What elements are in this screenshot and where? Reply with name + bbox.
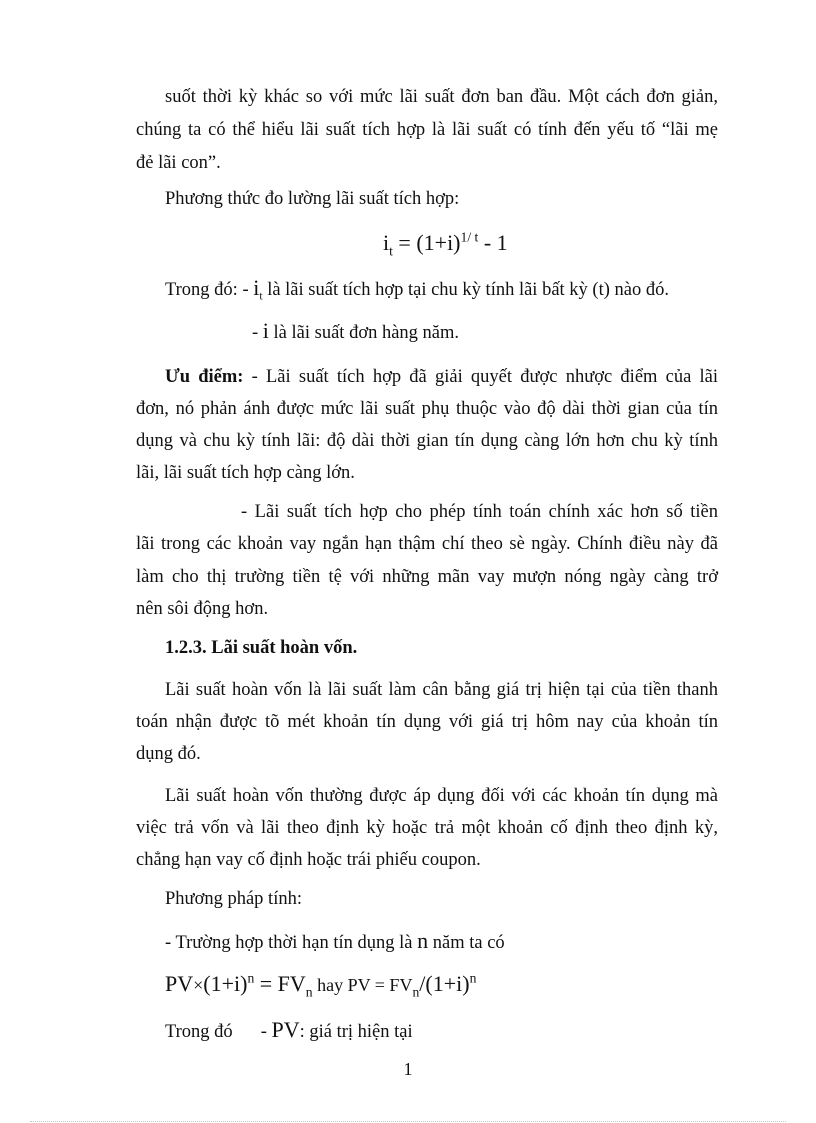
paragraph-line: lãi trong các khoản vay ngắn hạn thậm chí theo sè ngày. Chính điều này đã [136, 534, 718, 554]
paragraph-line: toán nhận được tõ mét khoản tín dụng với giá trị hôm nay của khoản tín [136, 712, 718, 732]
formula-exponent: n [469, 970, 477, 986]
where-sub: t [259, 290, 263, 303]
paragraph-line: suốt thời kỳ khác so với mức lãi suất đơn ban đầu. Một cách đơn giản, [165, 87, 718, 107]
section-heading: 1.2.3. Lãi suất hoàn vốn. [165, 638, 358, 658]
where-var: PV [271, 1017, 300, 1042]
formula-base: (1+i) [203, 971, 248, 996]
where-var: i [262, 318, 269, 343]
measure-intro: Phương thức đo lường lãi suất tích hợp: [165, 189, 460, 209]
formula-pv: PV [165, 971, 194, 996]
paragraph-line: dụng đó. [136, 744, 201, 764]
paragraph-line: chẳng hạn vay cố định hoặc trái phiếu coupon. [136, 850, 481, 870]
where-lead: Trong đó: - [165, 280, 254, 300]
formula-exponent: 1/ t [460, 229, 479, 245]
page-bottom-divider [30, 1121, 786, 1122]
paragraph-line: việc trả vốn và lãi theo định kỳ hoặc trả một khoản cố định theo định kỳ, [136, 818, 718, 838]
case-var: n [417, 928, 429, 953]
advantages-line [165, 366, 718, 388]
advantages-label: Ưu điểm: [165, 367, 244, 387]
formula-sub: t [389, 243, 393, 259]
formula-exponent: n [247, 970, 255, 986]
formula-div: /(1+i) [419, 971, 470, 996]
where-var: i [253, 275, 260, 300]
paragraph-line: lãi, lãi suất tích hợp càng lớn. [136, 463, 355, 483]
formula-mid: hay PV = FV [312, 975, 413, 995]
where-it-line [165, 277, 747, 301]
formula-sub: n [305, 984, 313, 1000]
formula-eq: = (1+i) [392, 230, 461, 255]
case-lead: - Trường hợp thời hạn tín dụng là [165, 933, 418, 953]
page-number: 1 [403, 1059, 413, 1079]
case-line [165, 930, 747, 954]
where-rest: : giá trị hiện tại [299, 1022, 413, 1042]
paragraph-line: làm cho thị trường tiền tệ với những mãn vay mượn nóng ngày càng trở [136, 567, 718, 587]
advantages-text: - Lãi suất tích hợp đã giải quyết được nhược điểm của lãi [243, 367, 718, 387]
where-lead: Trong đó [165, 1022, 233, 1042]
where-rest: là lãi suất đơn hàng năm. [268, 323, 460, 343]
formula-sub: n [412, 984, 420, 1000]
formula-var: i [383, 230, 390, 255]
where-dash: - [260, 1022, 272, 1042]
paragraph-line: Lãi suất hoàn vốn thường được áp dụng đối với các khoản tín dụng mà [165, 786, 718, 806]
paragraph-line: dụng và chu kỳ tính lãi: độ dài thời gian tín dụng càng lớn hơn chu kỳ tính [136, 431, 718, 451]
where-pv-line [165, 1019, 747, 1043]
paragraph-line: Lãi suất hoàn vốn là lãi suất làm cân bằng giá trị hiện tại của tiền thanh [165, 680, 718, 700]
multiply-symbol: × [193, 975, 204, 995]
formula-present-value [165, 971, 476, 998]
case-rest: năm ta có [428, 933, 505, 953]
formula-tail: - 1 [478, 230, 508, 255]
where-lead: - [252, 323, 263, 343]
method-label: Phương pháp tính: [165, 889, 302, 909]
paragraph-line: đẻ lãi con”. [136, 153, 221, 173]
where-rest: là lãi suất tích hợp tại chu kỳ tính lãi bất kỳ (t) nào đó. [262, 280, 669, 300]
where-i-line [252, 320, 816, 344]
formula-eq: = FV [254, 971, 306, 996]
paragraph-line: nên sôi động hơn. [136, 599, 269, 619]
paragraph-line: đơn, nó phản ánh được mức lãi suất phụ thuộc vào độ dài thời gian của tín [136, 399, 718, 419]
formula-compound-rate [383, 229, 508, 259]
paragraph-line: - Lãi suất tích hợp cho phép tính toán chính xác hơn số tiền [241, 502, 718, 522]
paragraph-line: chúng ta có thể hiểu lãi suất tích hợp là lãi suất có tính đến yếu tố “lãi mẹ [136, 120, 718, 140]
